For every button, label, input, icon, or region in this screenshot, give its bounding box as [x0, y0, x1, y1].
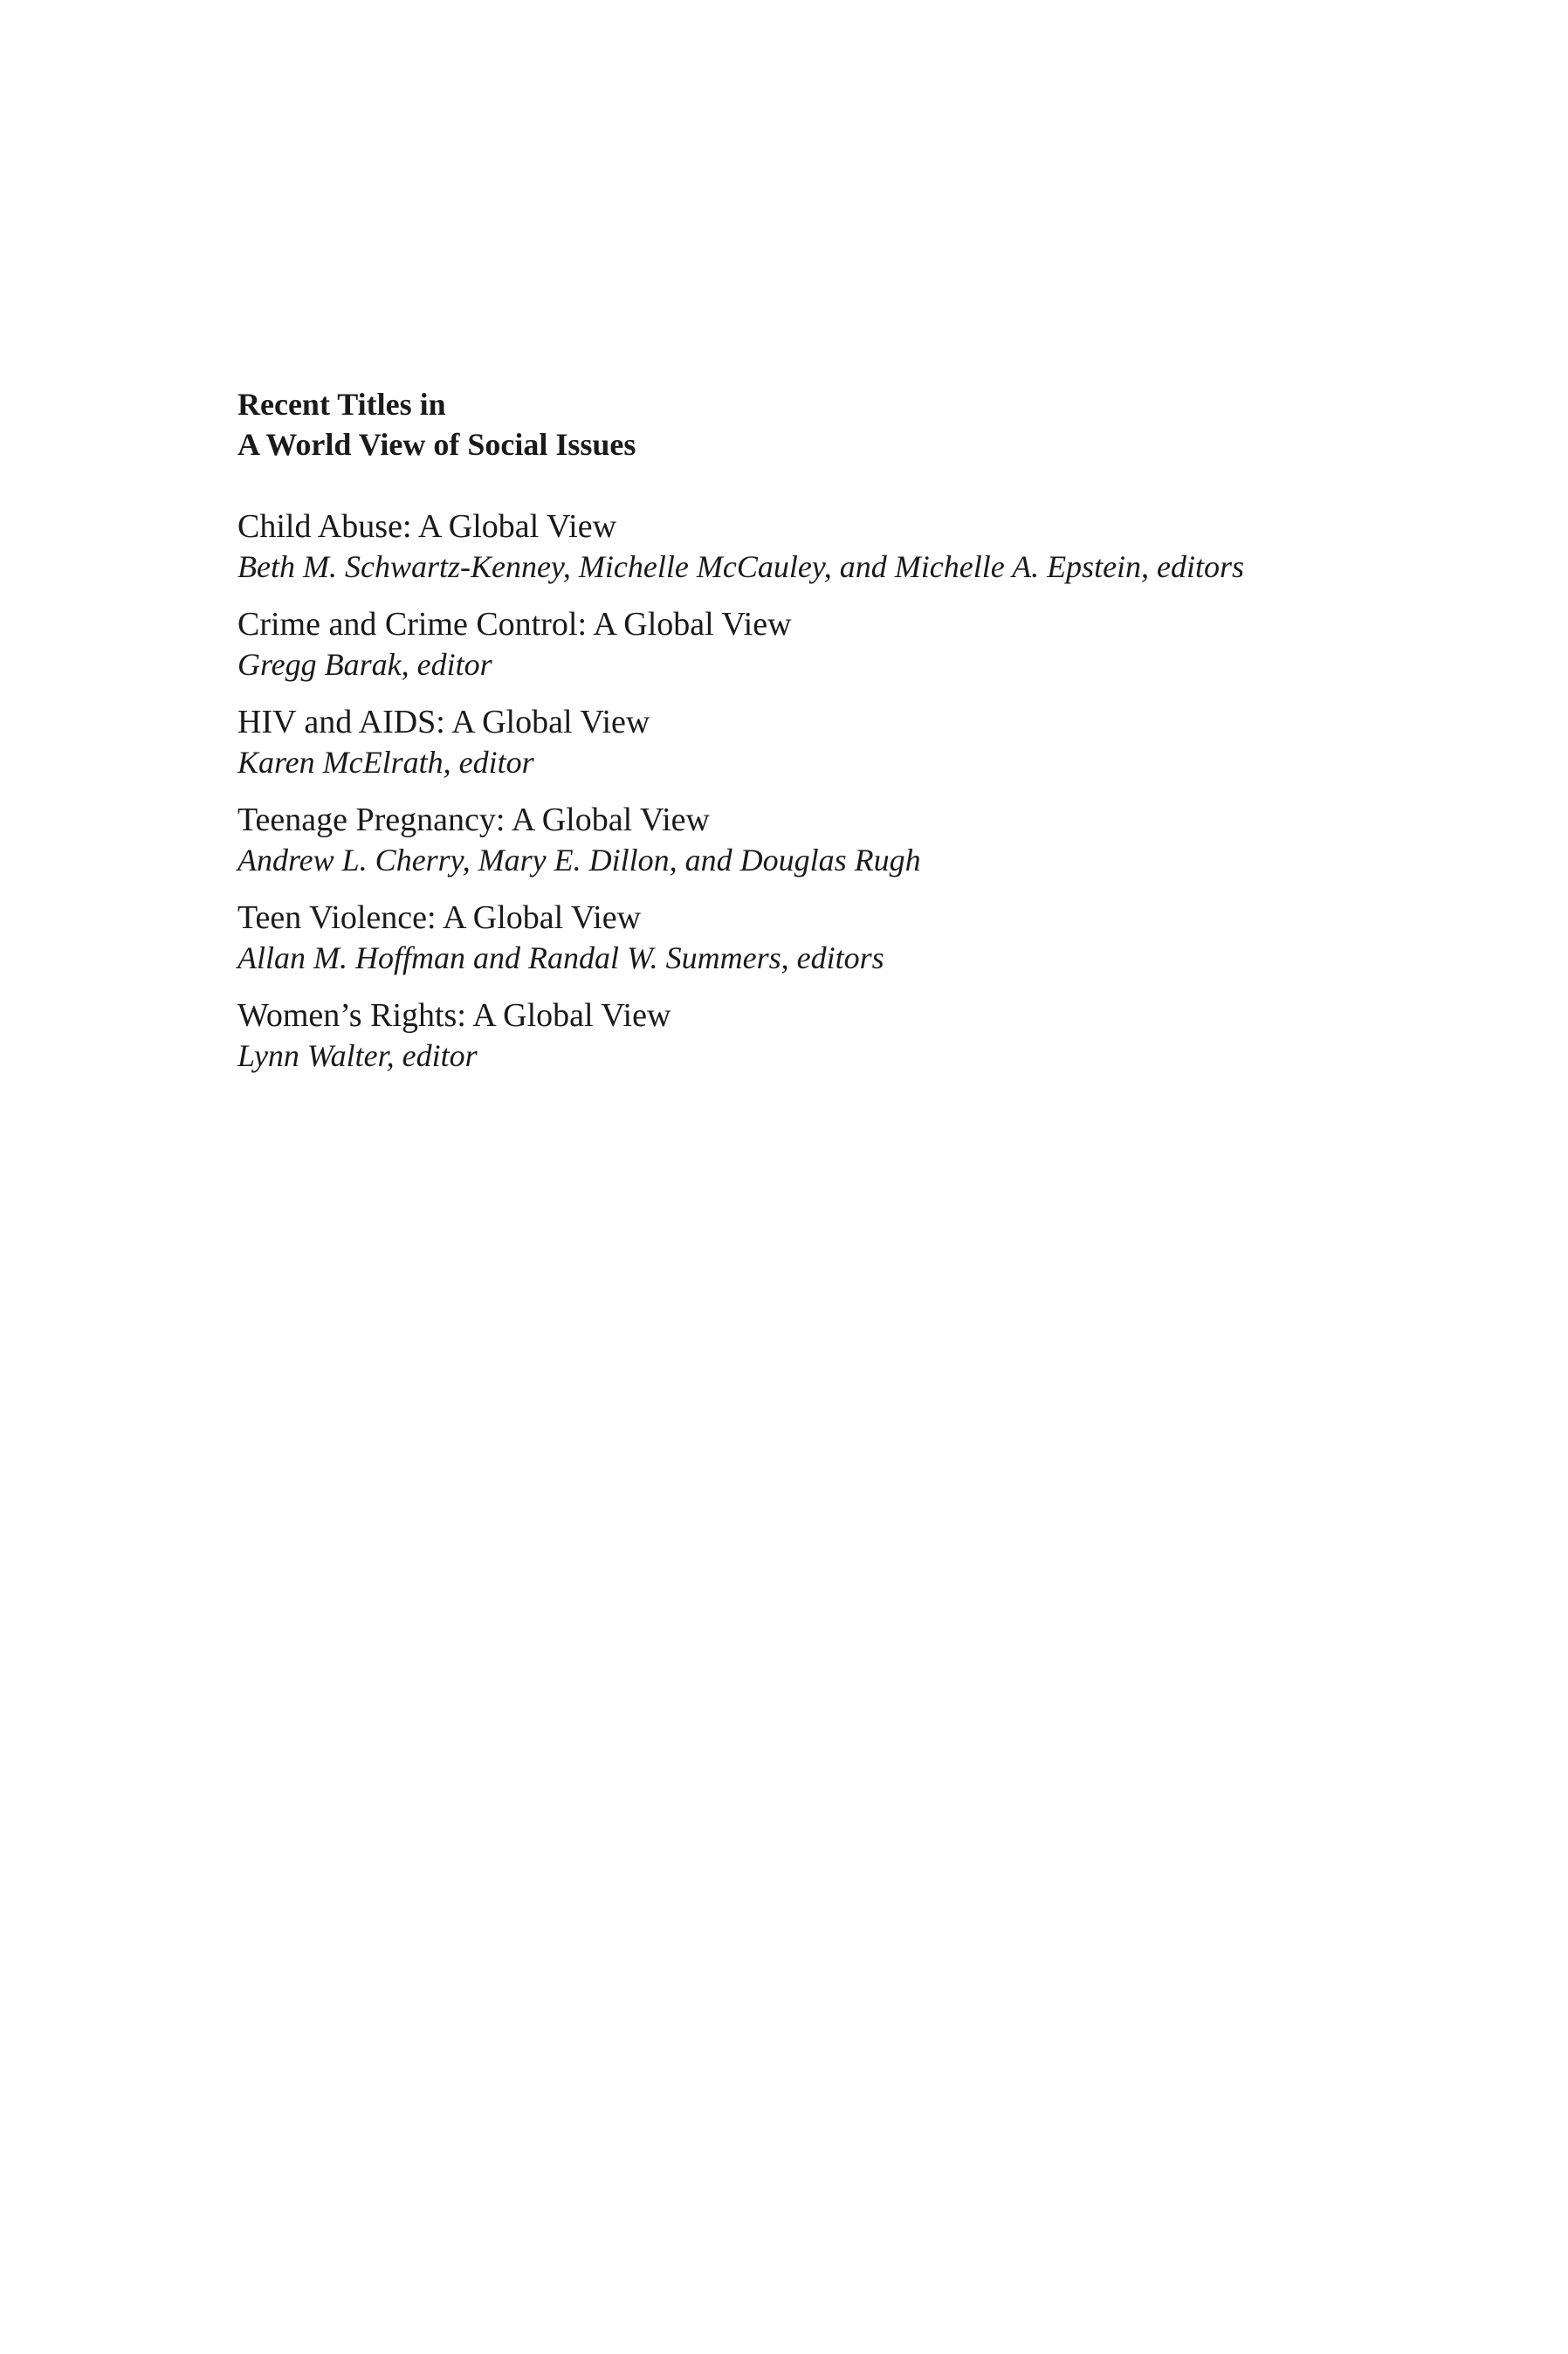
series-entry: [237, 898, 1372, 978]
entry-credit: Allan M. Hoffman and Randal W. Summers, editors: [237, 940, 884, 975]
entry-title: Teen Violence: A Global View: [237, 899, 642, 936]
entry-credit: Andrew L. Cherry, Mary E. Dillon, and Douglas Rugh: [237, 843, 921, 878]
series-entry: [237, 506, 1372, 587]
entry-credit: Beth M. Schwartz-Kenney, Michelle McCauley, and Michelle A. Epstein, editors: [237, 549, 1245, 584]
series-heading-line-2: A World View of Social Issues: [237, 427, 636, 462]
series-entry: [237, 604, 1372, 685]
series-page-content: [237, 384, 1372, 1093]
entry-title: Child Abuse: A Global View: [237, 508, 617, 545]
series-entry: [237, 702, 1372, 782]
entry-title: Teenage Pregnancy: A Global View: [237, 802, 710, 838]
entry-title: Women’s Rights: A Global View: [237, 997, 671, 1034]
series-entry: [237, 800, 1372, 880]
entry-credit: Karen McElrath, editor: [237, 745, 534, 780]
entry-title: HIV and AIDS: A Global View: [237, 704, 650, 740]
series-entry: [237, 995, 1372, 1076]
series-title-list: [237, 506, 1372, 1076]
series-heading-line-1: Recent Titles in: [237, 387, 446, 422]
series-heading: [237, 384, 1372, 465]
entry-credit: Gregg Barak, editor: [237, 647, 492, 682]
entry-title: Crime and Crime Control: A Global View: [237, 606, 792, 643]
entry-credit: Lynn Walter, editor: [237, 1038, 478, 1073]
